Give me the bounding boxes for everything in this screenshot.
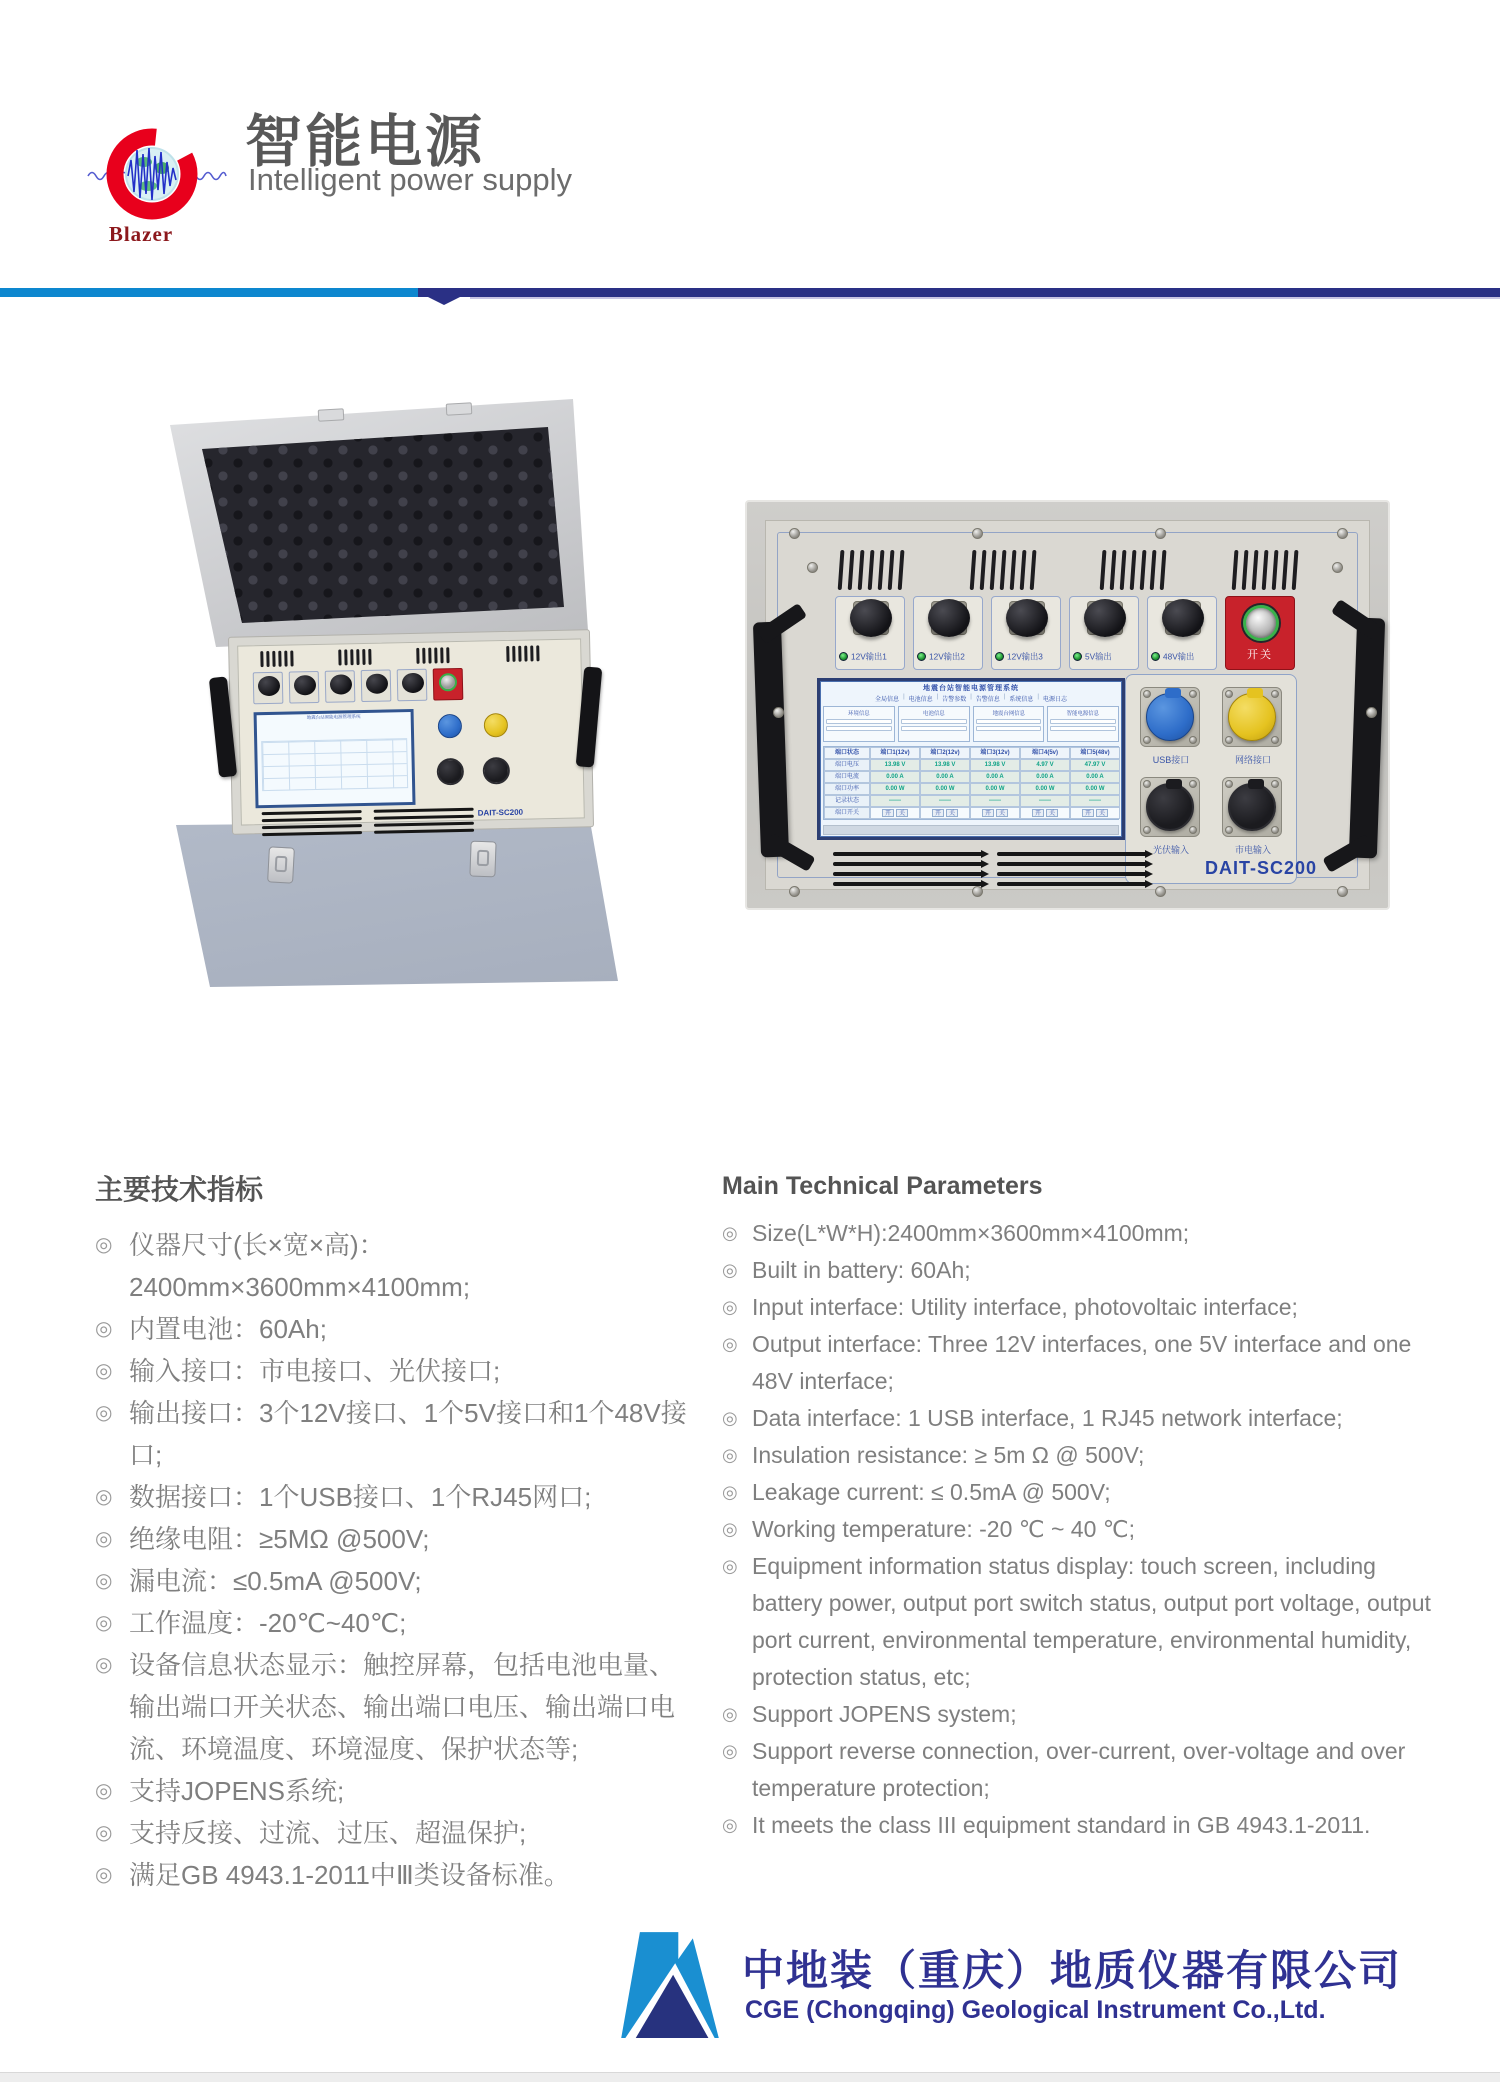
- product-photo-case-open: [118, 385, 643, 1000]
- screw: [1337, 528, 1348, 539]
- vent-bar: [344, 649, 347, 665]
- screw: [1332, 562, 1343, 573]
- spec-item: ◎ 绝缘电阻：≥5MΩ @500V;: [95, 1518, 695, 1560]
- mini-touch-screen: [254, 709, 416, 808]
- info-field: [826, 726, 892, 731]
- vent-bar: [266, 651, 269, 667]
- vent-bar: [1282, 550, 1289, 590]
- table-cell: 端口4(5v): [1020, 747, 1070, 759]
- vent-bar: [1000, 550, 1007, 590]
- knob: [1006, 599, 1048, 637]
- vent-slots: [1100, 550, 1167, 592]
- port-module-small: [361, 669, 392, 702]
- port-module: [1069, 596, 1139, 670]
- vent-line: [833, 852, 983, 856]
- table-cell: 端口5(48v): [1070, 747, 1120, 759]
- port-off-button: 关: [946, 809, 958, 817]
- bottom-vent-lines: [262, 810, 363, 840]
- company-name-cn: 中地装（重庆）地质仪器有限公司: [742, 1947, 1403, 1994]
- vent-bar: [446, 647, 449, 663]
- vent-line: [997, 882, 1147, 886]
- vent-bar: [428, 648, 431, 664]
- table-row: [824, 759, 1118, 771]
- bullet-icon: ◎: [722, 1260, 738, 1280]
- spec-item: ◎ 内置电池：60Ah;: [95, 1308, 695, 1350]
- vent-line: [997, 852, 1147, 856]
- vent-line: [262, 831, 362, 836]
- usb-socket-cap: [1146, 693, 1194, 741]
- spec-item: ◎ Output interface: Three 12V interfaces, one 5V interface and one 48V interface;: [722, 1326, 1442, 1400]
- vent-bar: [868, 550, 875, 590]
- vent-bar: [434, 647, 437, 663]
- table-cell: 端口电流: [824, 771, 870, 783]
- table-cell: 13.98 V: [870, 759, 920, 771]
- page-subtitle: Intelligent power supply: [248, 162, 572, 197]
- lid-latch: [446, 402, 473, 415]
- bottom-vent-lines: [833, 852, 983, 892]
- port-off-button: 关: [996, 809, 1008, 817]
- bullet-icon: ◎: [722, 1223, 738, 1243]
- table-cell: ------: [970, 795, 1020, 807]
- port-label: 12V输出1: [851, 652, 887, 662]
- vent-bar: [350, 649, 353, 665]
- screw: [972, 886, 983, 897]
- vent-line: [374, 815, 474, 820]
- info-field: [901, 719, 967, 724]
- bullet-icon: ◎: [722, 1334, 738, 1354]
- bullet-icon: ◎: [722, 1519, 738, 1539]
- info-box-heading: 环境信息: [848, 711, 870, 717]
- table-row: [824, 807, 1118, 819]
- screw: [773, 707, 784, 718]
- vent-line: [997, 872, 1147, 876]
- bullet-icon: ◎: [722, 1704, 738, 1724]
- power-button: [1243, 605, 1279, 641]
- table-cell: 13.98 V: [920, 759, 970, 771]
- vent-bar: [368, 649, 371, 665]
- device-screen-content: [820, 681, 1122, 820]
- divider-underline: [470, 297, 1500, 299]
- table-cell: ------: [870, 795, 920, 807]
- vent-line: [374, 829, 474, 834]
- spec-item: ◎ 满足GB 4943.1-2011中Ⅲ类设备标准。: [95, 1854, 695, 1896]
- knob: [928, 599, 970, 637]
- spec-item: ◎ Support JOPENS system;: [722, 1696, 1442, 1733]
- screw: [789, 886, 800, 897]
- company-name-en: CGE (Chongqing) Geological Instrument Co.,Ltd.: [745, 1996, 1326, 2024]
- spec-item: ◎ Support reverse connection, over-current, over-voltage and over temperature protection;: [722, 1733, 1442, 1807]
- pv-input-socket-cap: [1146, 783, 1194, 831]
- table-cell: 0.00 W: [1070, 783, 1120, 795]
- bullet-icon: ◎: [95, 1612, 113, 1634]
- table-cell: 端口状态: [824, 747, 870, 759]
- spec-item: ◎ It meets the class III equipment standard in GB 4943.1-2011.: [722, 1807, 1442, 1844]
- vent-bar: [338, 649, 341, 665]
- vent-bar: [1020, 550, 1027, 590]
- port-off-button: 关: [896, 809, 908, 817]
- bullet-icon: ◎: [95, 1234, 113, 1256]
- knob: [850, 599, 892, 637]
- vent-bar: [356, 649, 359, 665]
- screen-title: 地震台站智能电源管理系统: [923, 685, 1019, 692]
- vent-line: [374, 822, 474, 827]
- bullet-icon: ◎: [95, 1822, 113, 1844]
- table-cell: 端口开关: [824, 807, 870, 819]
- brand-name: Blazer: [108, 222, 174, 246]
- vent-slots: [838, 550, 905, 592]
- screen-tab-bar: [820, 694, 1122, 703]
- network-socket-base: [1222, 687, 1282, 747]
- power-switch-module: [1225, 596, 1295, 670]
- info-box-heading: 地震台网信息: [992, 711, 1025, 717]
- screen-tab: 告警信息: [975, 697, 1000, 703]
- vent-slots: [260, 650, 293, 667]
- vent-line: [833, 872, 983, 876]
- bullet-icon: ◎: [95, 1864, 113, 1886]
- vent-bar: [272, 651, 275, 667]
- vent-slots: [506, 645, 539, 662]
- table-cell: 0.00 W: [920, 783, 970, 795]
- vent-bar: [512, 646, 515, 662]
- vent-slots: [416, 647, 449, 664]
- specs-english: [722, 1172, 1442, 1844]
- screen-tab: 全局信息: [875, 697, 900, 703]
- port-module: [913, 596, 983, 670]
- port-module: [991, 596, 1061, 670]
- info-field: [1050, 726, 1116, 731]
- bullet-icon: ◎: [95, 1486, 113, 1508]
- bullet-icon: ◎: [722, 1297, 738, 1317]
- info-field: [826, 719, 892, 724]
- port-label: 12V输出3: [1007, 652, 1043, 662]
- screen-tab: 系统信息: [1009, 697, 1034, 703]
- bullet-icon: ◎: [95, 1570, 113, 1592]
- bullet-icon: ◎: [722, 1815, 738, 1835]
- table-cell: [870, 807, 920, 819]
- tab-separator: |: [936, 694, 939, 700]
- spec-item: ◎ 支持JOPENS系统;: [95, 1770, 695, 1812]
- specs-cn-list: [95, 1224, 695, 1896]
- blazer-logo: [84, 126, 234, 222]
- vent-bar: [524, 646, 527, 662]
- model-label: DAIT-SC200: [1204, 858, 1317, 878]
- vent-bar: [858, 550, 865, 590]
- port-module: [1147, 596, 1217, 670]
- case-latch: [267, 846, 295, 883]
- vent-bar: [362, 649, 365, 665]
- screen-tab: 告警参数: [942, 697, 967, 703]
- spec-item: ◎ Insulation resistance: ≥ 5m Ω @ 500V;: [722, 1437, 1442, 1474]
- screw: [1155, 886, 1166, 897]
- spec-item: ◎ 输入接口：市电接口、光伏接口;: [95, 1350, 695, 1392]
- port-on-button: 开: [932, 809, 944, 817]
- led-indicator: [839, 652, 848, 661]
- mains-input-label: 市电输入: [1234, 845, 1271, 855]
- vent-bar: [1010, 550, 1017, 590]
- power-switch-small: [433, 668, 464, 701]
- table-cell: 端口1(12v): [870, 747, 920, 759]
- table-cell: ------: [1020, 795, 1070, 807]
- screw: [972, 528, 983, 539]
- bullet-icon: ◎: [95, 1780, 113, 1802]
- screen-tab: 电池信息: [908, 697, 933, 703]
- spec-item: ◎ Input interface: Utility interface, photovoltaic interface;: [722, 1289, 1442, 1326]
- info-box-heading: 智能电源信息: [1066, 711, 1100, 717]
- table-cell: 0.00 A: [920, 771, 970, 783]
- info-field: [901, 726, 967, 731]
- network-socket-small: [484, 713, 508, 737]
- vent-bar: [878, 550, 885, 590]
- port-label: 12V输出2: [929, 652, 965, 662]
- table-cell: 0.00 W: [970, 783, 1020, 795]
- led-indicator: [1073, 652, 1082, 661]
- screw: [807, 562, 818, 573]
- spec-item: ◎ Built in battery: 60Ah;: [722, 1252, 1442, 1289]
- port-label: 48V输出: [1163, 652, 1195, 662]
- info-box-heading: 电池信息: [922, 711, 945, 717]
- touch-screen: [817, 678, 1125, 840]
- spec-item: ◎ 工作温度：-20℃~40℃;: [95, 1602, 695, 1644]
- model-label-small: DAIT-SC200: [477, 807, 524, 818]
- led-indicator: [995, 652, 1004, 661]
- page-title: 智能电源: [245, 110, 485, 174]
- port-on-button: 开: [982, 809, 994, 817]
- table-cell: 4.97 V: [1020, 759, 1070, 771]
- tab-separator: |: [1037, 694, 1039, 700]
- spec-item: ◎ 设备信息状态显示：触控屏幕，包括电池电量、输出端口开关状态、输出端口电压、输出端口电流、环境温度、环境湿度、保护状态等;: [95, 1644, 695, 1770]
- table-cell: 0.00 A: [970, 771, 1020, 783]
- pv-input-socket-base: [1140, 777, 1200, 837]
- table-cell: 0.00 A: [1070, 771, 1120, 783]
- port-off-button: 关: [1046, 809, 1058, 817]
- bottom-vent-lines: [997, 852, 1147, 892]
- specs-cn-heading: 主要技术指标: [95, 1174, 264, 1205]
- screen-port-table: [823, 746, 1119, 820]
- vent-bar: [518, 646, 521, 662]
- bullet-icon: ◎: [722, 1556, 738, 1576]
- vent-bar: [1262, 550, 1269, 590]
- divider-dark-segment: [418, 288, 1500, 297]
- table-row: [824, 771, 1118, 783]
- screw: [1337, 886, 1348, 897]
- table-cell: 0.00 W: [870, 783, 920, 795]
- knob: [1162, 599, 1204, 637]
- mains-input-socket-base: [1222, 777, 1282, 837]
- vent-slots: [1232, 550, 1299, 592]
- mains-input-socket-cap: [1228, 783, 1276, 831]
- table-cell: ------: [920, 795, 970, 807]
- table-cell: ------: [1070, 795, 1120, 807]
- specs-en-heading: Main Technical Parameters: [722, 1172, 1043, 1200]
- vent-line: [374, 808, 474, 813]
- spec-item: ◎ 漏电流：≤0.5mA @500V;: [95, 1560, 695, 1602]
- vent-bar: [536, 645, 539, 661]
- spec-item: ◎ Working temperature: -20 ℃ ~ 40 ℃;: [722, 1511, 1442, 1548]
- table-row: [824, 747, 1118, 759]
- table-cell: 0.00 W: [1020, 783, 1070, 795]
- usb-port-label: USB接口: [1152, 755, 1190, 765]
- port-on-button: 开: [1082, 809, 1094, 817]
- vent-bar: [440, 647, 443, 663]
- screw: [789, 528, 800, 539]
- led-indicator: [1151, 652, 1160, 661]
- bullet-icon: ◎: [95, 1654, 113, 1676]
- vent-line: [833, 882, 983, 886]
- case-latch: [469, 841, 496, 878]
- vent-slots: [970, 550, 1037, 592]
- table-cell: [1020, 807, 1070, 819]
- info-field: [976, 726, 1042, 731]
- screw: [1366, 707, 1377, 718]
- specs-en-list: [722, 1215, 1442, 1844]
- vent-bar: [416, 648, 419, 664]
- port-module-small: [397, 669, 428, 702]
- port-module: [835, 596, 905, 670]
- spec-item: ◎ Data interface: 1 USB interface, 1 RJ45 network interface;: [722, 1400, 1442, 1437]
- vent-line: [262, 810, 362, 815]
- bullet-icon: ◎: [722, 1741, 738, 1761]
- vent-bar: [1120, 550, 1127, 590]
- tab-separator: |: [1003, 694, 1006, 700]
- table-cell: 端口3(12v): [970, 747, 1020, 759]
- port-module-row: [835, 596, 1295, 670]
- vent-bar: [848, 550, 855, 590]
- vent-line: [997, 862, 1147, 866]
- knob: [1084, 599, 1126, 637]
- bottom-vent-lines: [374, 808, 475, 838]
- product-photo-front-panel: [745, 500, 1390, 910]
- port-label: 5V输出: [1085, 652, 1112, 662]
- divider-notch: [428, 297, 460, 305]
- vent-bar: [290, 650, 293, 666]
- table-row: [824, 795, 1118, 807]
- tab-separator: |: [903, 694, 905, 700]
- divider-light-segment: [0, 288, 432, 297]
- mini-screen-title: 地震台站智能电源管理系统: [306, 714, 361, 721]
- vent-bar: [1272, 550, 1279, 590]
- bullet-icon: ◎: [722, 1408, 738, 1428]
- spec-item: ◎ 仪器尺寸(长×宽×高)：2400mm×3600mm×4100mm;: [95, 1224, 695, 1308]
- port-module-small: [253, 672, 284, 705]
- bullet-icon: ◎: [722, 1482, 738, 1502]
- vent-line: [833, 862, 983, 866]
- vent-bar: [1130, 550, 1137, 590]
- table-cell: 47.97 V: [1070, 759, 1120, 771]
- table-cell: [1070, 807, 1120, 819]
- table-cell: 端口电压: [824, 759, 870, 771]
- vent-bar: [1242, 550, 1249, 590]
- vent-bar: [1150, 550, 1157, 590]
- vent-slots: [338, 649, 371, 666]
- info-field: [1050, 719, 1116, 724]
- usb-socket-base: [1140, 687, 1200, 747]
- screen-info-box: [898, 706, 970, 742]
- spec-item: ◎ Size(L*W*H):2400mm×3600mm×4100mm;: [722, 1215, 1442, 1252]
- port-on-button: 开: [882, 809, 894, 817]
- info-field: [976, 719, 1042, 724]
- screen-info-box: [1047, 706, 1119, 742]
- table-cell: 0.00 A: [870, 771, 920, 783]
- port-module-small: [325, 670, 356, 703]
- vent-bar: [1110, 550, 1117, 590]
- vent-bar: [260, 651, 263, 667]
- screen-tab: 电源日志: [1042, 697, 1067, 703]
- header-divider: [0, 288, 1500, 302]
- cge-mountain-logo: [618, 1928, 722, 2038]
- spec-item: ◎ Equipment information status display: touch screen, including battery power, output port switch status, output port voltage, output port current, environmental temperature, environmental humidity, protection status, etc;: [722, 1548, 1442, 1696]
- vent-bar: [278, 651, 281, 667]
- vent-bar: [888, 550, 895, 590]
- case-panel: [237, 638, 585, 825]
- vent-line: [262, 824, 362, 829]
- table-cell: 端口功率: [824, 783, 870, 795]
- port-off-button: 关: [1096, 809, 1108, 817]
- usb-socket-small: [438, 714, 462, 738]
- pv-input-socket-small: [437, 758, 465, 786]
- power-switch-label: 开关: [1247, 649, 1273, 661]
- vent-bar: [990, 550, 997, 590]
- table-cell: 13.98 V: [970, 759, 1020, 771]
- table-cell: 端口2(12v): [920, 747, 970, 759]
- bullet-icon: ◎: [95, 1318, 113, 1340]
- vent-bar: [980, 550, 987, 590]
- table-cell: 0.00 A: [1020, 771, 1070, 783]
- spec-item: ◎ 支持反接、过流、过压、超温保护;: [95, 1812, 695, 1854]
- bullet-icon: ◎: [95, 1360, 113, 1382]
- vent-bar: [530, 645, 533, 661]
- led-indicator: [917, 652, 926, 661]
- screen-status-bar: [823, 825, 1119, 835]
- vent-bar: [284, 651, 287, 667]
- pv-input-label: 光伏输入: [1152, 845, 1189, 855]
- spec-item: ◎ Leakage current: ≤ 0.5mA @ 500V;: [722, 1474, 1442, 1511]
- mains-input-socket-small: [483, 757, 511, 785]
- page-bottom-strip: [0, 2072, 1500, 2082]
- mini-screen-grid: [261, 738, 408, 791]
- port-module-small: [289, 671, 320, 704]
- port-on-button: 开: [1032, 809, 1044, 817]
- bullet-icon: ◎: [95, 1528, 113, 1550]
- vent-bar: [506, 646, 509, 662]
- case-panel-frame: [228, 629, 594, 835]
- screen-info-box: [823, 706, 895, 742]
- spec-item: ◎ 输出接口：3个12V接口、1个5V接口和1个48V接口;: [95, 1392, 695, 1476]
- bullet-icon: ◎: [95, 1402, 113, 1424]
- vent-line: [262, 817, 362, 822]
- screw: [1155, 528, 1166, 539]
- vent-bar: [1140, 550, 1147, 590]
- lid-latch: [318, 408, 345, 421]
- screen-info-box: [973, 706, 1045, 742]
- specs-chinese: [95, 1168, 695, 1896]
- table-row: [824, 783, 1118, 795]
- table-cell: [920, 807, 970, 819]
- network-socket-cap: [1228, 693, 1276, 741]
- table-cell: [970, 807, 1020, 819]
- vent-bar: [422, 648, 425, 664]
- bullet-icon: ◎: [722, 1445, 738, 1465]
- network-port-label: 网络接口: [1234, 755, 1271, 765]
- vent-bar: [1252, 550, 1259, 590]
- table-cell: 记录状态: [824, 795, 870, 807]
- screen-info-row: [823, 706, 1119, 742]
- tab-separator: |: [970, 694, 972, 700]
- spec-item: ◎ 数据接口：1个USB接口、1个RJ45网口;: [95, 1476, 695, 1518]
